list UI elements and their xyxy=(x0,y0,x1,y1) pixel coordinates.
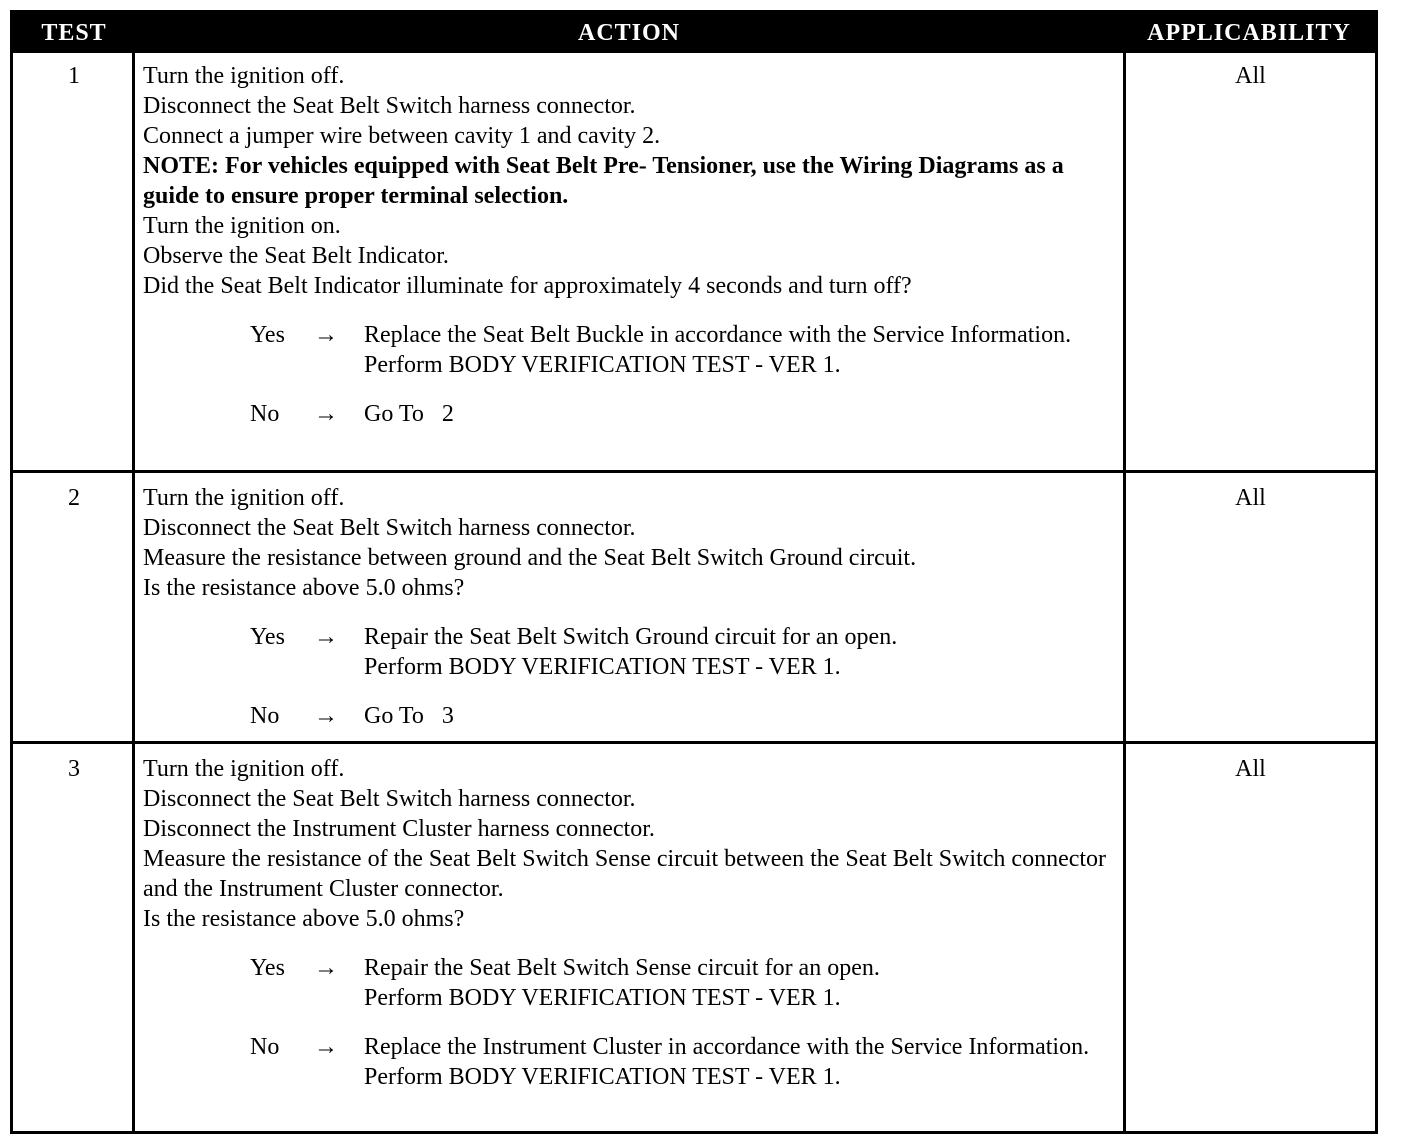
outcome-no-label: No xyxy=(250,401,280,427)
column-divider-test xyxy=(132,53,135,1134)
test-number-3: 3 xyxy=(68,756,80,782)
outcome-yes-label: Yes xyxy=(250,322,285,348)
outcome-yes-text-2: Perform BODY VERIFICATION TEST - VER 1. xyxy=(364,352,841,378)
action-step: Disconnect the Seat Belt Switch harness connector. xyxy=(143,515,636,541)
row-divider-1 xyxy=(13,470,1375,473)
action-step: Disconnect the Seat Belt Switch harness connector. xyxy=(143,93,636,119)
arrow-right-icon: → xyxy=(314,624,338,650)
action-step: Turn the ignition off. xyxy=(143,756,345,782)
action-cell-2 xyxy=(143,483,1118,731)
outcome-yes-3 xyxy=(250,953,1118,1013)
outcome-no-label: No xyxy=(250,1034,280,1060)
action-step: Turn the ignition off. xyxy=(143,63,345,89)
action-step: Observe the Seat Belt Indicator. xyxy=(143,243,449,269)
column-divider-applicability xyxy=(1123,53,1126,1134)
applicability-2: All xyxy=(1235,485,1266,511)
action-step: Disconnect the Instrument Cluster harness connector. xyxy=(143,816,655,842)
outcome-no-3 xyxy=(250,1032,1118,1092)
test-number-1: 1 xyxy=(68,63,80,89)
action-step: Connect a jumper wire between cavity 1 and cavity 2. xyxy=(143,123,661,149)
applicability-1: All xyxy=(1235,63,1266,89)
outcome-no-1 xyxy=(250,399,1118,429)
arrow-right-icon: → xyxy=(314,1034,338,1060)
outcome-yes-text-2: Perform BODY VERIFICATION TEST - VER 1. xyxy=(364,654,841,680)
action-question: Did the Seat Belt Indicator illuminate for approximately 4 seconds and turn off? xyxy=(143,273,912,299)
outcome-yes-text: Repair the Seat Belt Switch Ground circuit for an open. xyxy=(364,624,898,650)
header-test: TEST xyxy=(41,20,107,46)
applicability-3: All xyxy=(1235,756,1266,782)
arrow-right-icon: → xyxy=(314,703,338,729)
outcome-yes-text-2: Perform BODY VERIFICATION TEST - VER 1. xyxy=(364,985,841,1011)
outcome-no-label: No xyxy=(250,703,280,729)
outcome-no-2 xyxy=(250,701,1118,731)
header-applicability: APPLICABILITY xyxy=(1147,20,1351,46)
outcome-yes-text: Repair the Seat Belt Switch Sense circuit for an open. xyxy=(364,955,880,981)
row-divider-2 xyxy=(13,741,1375,744)
action-step: Measure the resistance between ground and the Seat Belt Switch Ground circuit. xyxy=(143,545,917,571)
outcome-yes-2 xyxy=(250,622,1118,682)
outcome-yes-1 xyxy=(250,320,1118,380)
outcome-yes-label: Yes xyxy=(250,955,285,981)
outcome-yes-text: Replace the Seat Belt Buckle in accordance with the Service Information. xyxy=(364,322,1072,348)
arrow-right-icon: → xyxy=(314,955,338,981)
outcome-no-text-2: Perform BODY VERIFICATION TEST - VER 1. xyxy=(364,1064,841,1090)
diagnostic-test-table xyxy=(10,10,1378,1134)
table-header xyxy=(13,13,1375,53)
action-question: Is the resistance above 5.0 ohms? xyxy=(143,575,465,601)
outcome-no-text: Replace the Instrument Cluster in accordance with the Service Information. xyxy=(364,1034,1090,1060)
arrow-right-icon: → xyxy=(314,401,338,427)
outcome-no-text: Go To 3 xyxy=(364,703,454,729)
arrow-right-icon: → xyxy=(314,322,338,348)
test-number-2: 2 xyxy=(68,485,80,511)
action-step: Turn the ignition on. xyxy=(143,213,341,239)
action-cell-1 xyxy=(143,61,1118,429)
action-step: Turn the ignition off. xyxy=(143,485,345,511)
action-note: NOTE: For vehicles equipped with Seat Belt Pre- Tensioner, use the Wiring Diagrams as a guide to ensure proper terminal selection. xyxy=(143,153,1064,209)
action-step: Disconnect the Seat Belt Switch harness connector. xyxy=(143,786,636,812)
outcome-yes-label: Yes xyxy=(250,624,285,650)
outcome-no-text: Go To 2 xyxy=(364,401,454,427)
action-step: Measure the resistance of the Seat Belt Switch Sense circuit between the Seat Belt Switch connector and the Instrument Cluster connector. xyxy=(143,846,1107,902)
header-action: ACTION xyxy=(577,20,680,46)
action-cell-3 xyxy=(143,754,1118,1092)
action-question: Is the resistance above 5.0 ohms? xyxy=(143,906,465,932)
